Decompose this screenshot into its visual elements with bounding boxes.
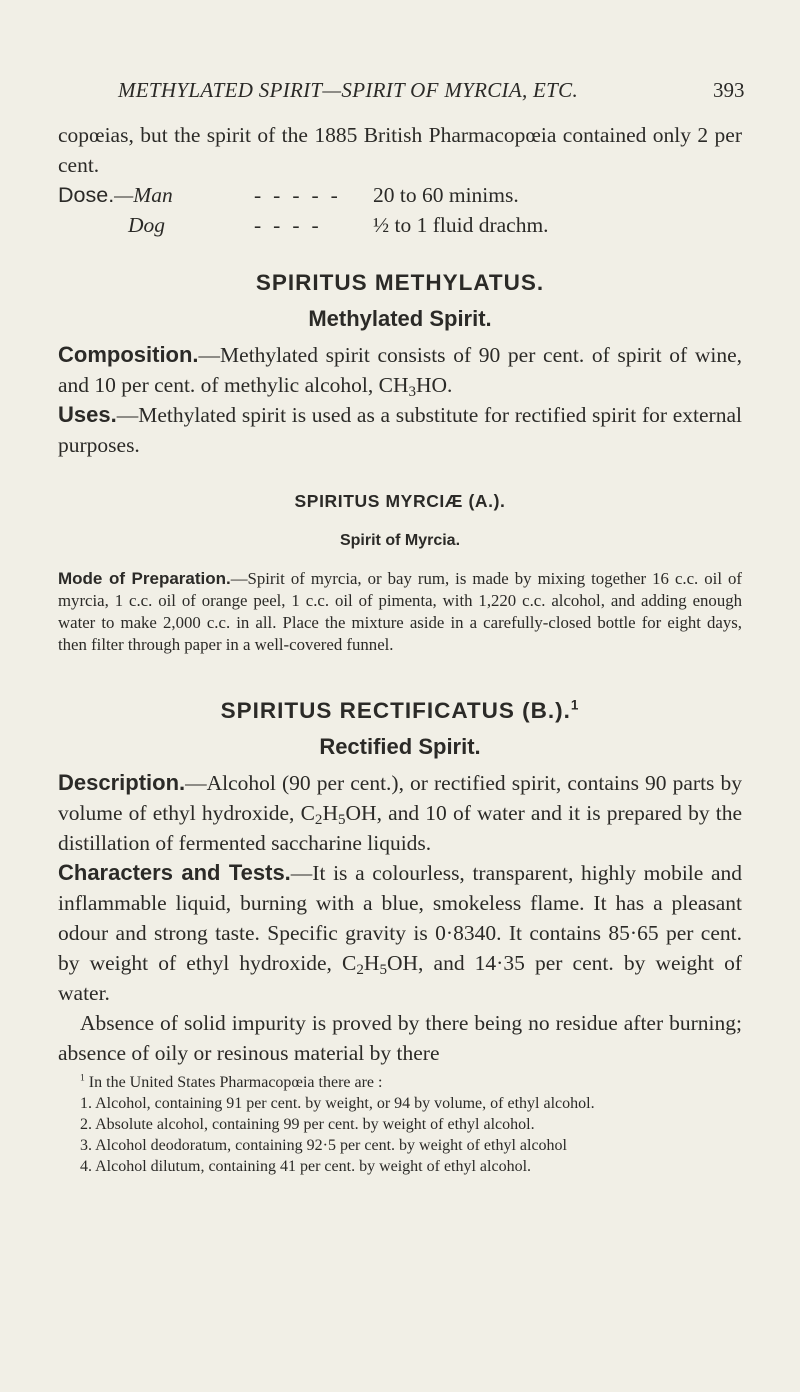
dose-man-label: —Man [114, 183, 173, 207]
page-number: 393 [713, 78, 745, 102]
footnote-item: 1. Alcohol, containing 91 per cent. by weight, or 94 by volume, of ethyl alcohol. [80, 1095, 595, 1112]
characters-lead: Characters and Tests. [58, 860, 291, 885]
page-body [58, 120, 742, 1177]
absence-paragraph: Absence of solid impurity is proved by there being no residue after burning; absence of oily or resinous material by there [58, 1011, 742, 1065]
mode-paragraph: Mode of Preparation.—Spirit of myrcia, or bay rum, is made by mixing together 16 c.c. oil of myrcia, 1 c.c. oil of orange peel, 1 c.c. oil of pimenta, with 1,220 c.c. alcohol, and adding enough water to make 2,000 c.c. in all. Place the mixture aside in a carefully-closed bottle for eight days, then filter through paper in a well-covered funnel. [58, 569, 742, 654]
methylatus-subtitle: Methylated Spirit. [308, 306, 492, 331]
mode-lead: Mode of Preparation. [58, 569, 231, 588]
characters-paragraph: Characters and Tests.—It is a colourless, transparent, highly mobile and inflammable liquid, burning with a blue, smokeless flame. It has a pleasant odour and strong taste. Specific gravity is 0·8340. It contains 85·65 per cent. by weight of ethyl hydroxide, $C_2H_5OH$, and 14·35 per cent. by weight of water. [58, 860, 742, 1005]
footnote-item: 4. Alcohol dilutum, containing 41 per cent. by weight of ethyl alcohol. [80, 1158, 532, 1175]
dose-leader-dashes: ----- [254, 183, 350, 207]
dose-man-value: 20 to 60 minims. [373, 183, 519, 207]
footnote-ref: 1 [570, 697, 580, 713]
methylatus-title: SPIRITUS METHYLATUS. [255, 270, 545, 295]
dose-dog-value: to 1 fluid drachm. [389, 213, 549, 237]
myrciae-subtitle: Spirit of Myrcia. [339, 532, 461, 549]
description-lead: Description. [58, 770, 186, 795]
footnote-item: 3. Alcohol deodoratum, containing 92·5 per cent. by weight of ethyl alcohol [80, 1137, 567, 1154]
footnote-intro: $^1$ In the United States Pharmacopœia there are : [80, 1072, 383, 1091]
composition-paragraph: Composition.—Methylated spirit consists of 90 per cent. of spirit of wine, and 10 per cent. of methylic alcohol, $CH_3HO$. [58, 342, 742, 400]
dose-dog-fraction: ½ [373, 213, 390, 237]
composition-lead: Composition. [58, 342, 199, 367]
dose-label: Dose. [58, 183, 115, 207]
intro-paragraph: copœias, but the spirit of the 1885 British Pharmacopœia contained only 2 per cent. [58, 123, 742, 177]
running-head: METHYLATED SPIRIT—SPIRIT OF MYRCIA, ETC. [118, 78, 579, 102]
uses-paragraph: Uses.—Methylated spirit is used as a substitute for rectified spirit for external purposes. [58, 402, 742, 457]
dose-dog-label: Dog [128, 213, 166, 237]
description-paragraph: Description.—Alcohol (90 per cent.), or rectified spirit, contains 90 parts by volume of ethyl hydroxide, $C_2H_5OH$, and 10 of water and it is prepared by the distillation of fermented saccharine liquids. [58, 770, 743, 855]
dose-man-row [58, 180, 742, 210]
myrciae-title: SPIRITUS MYRCIÆ (A.). [294, 491, 506, 511]
footnote-item: 2. Absolute alcohol, containing 99 per cent. by weight of ethyl alcohol. [80, 1116, 535, 1133]
dose-leader-dashes: ---- [254, 213, 331, 237]
rectificatus-title: SPIRITUS RECTIFICATUS (B.).$^1$ [220, 697, 580, 723]
uses-lead: Uses. [58, 402, 117, 427]
rectificatus-subtitle: Rectified Spirit. [319, 734, 481, 759]
footnotes [58, 1072, 742, 1177]
dose-dog-row [58, 210, 742, 240]
